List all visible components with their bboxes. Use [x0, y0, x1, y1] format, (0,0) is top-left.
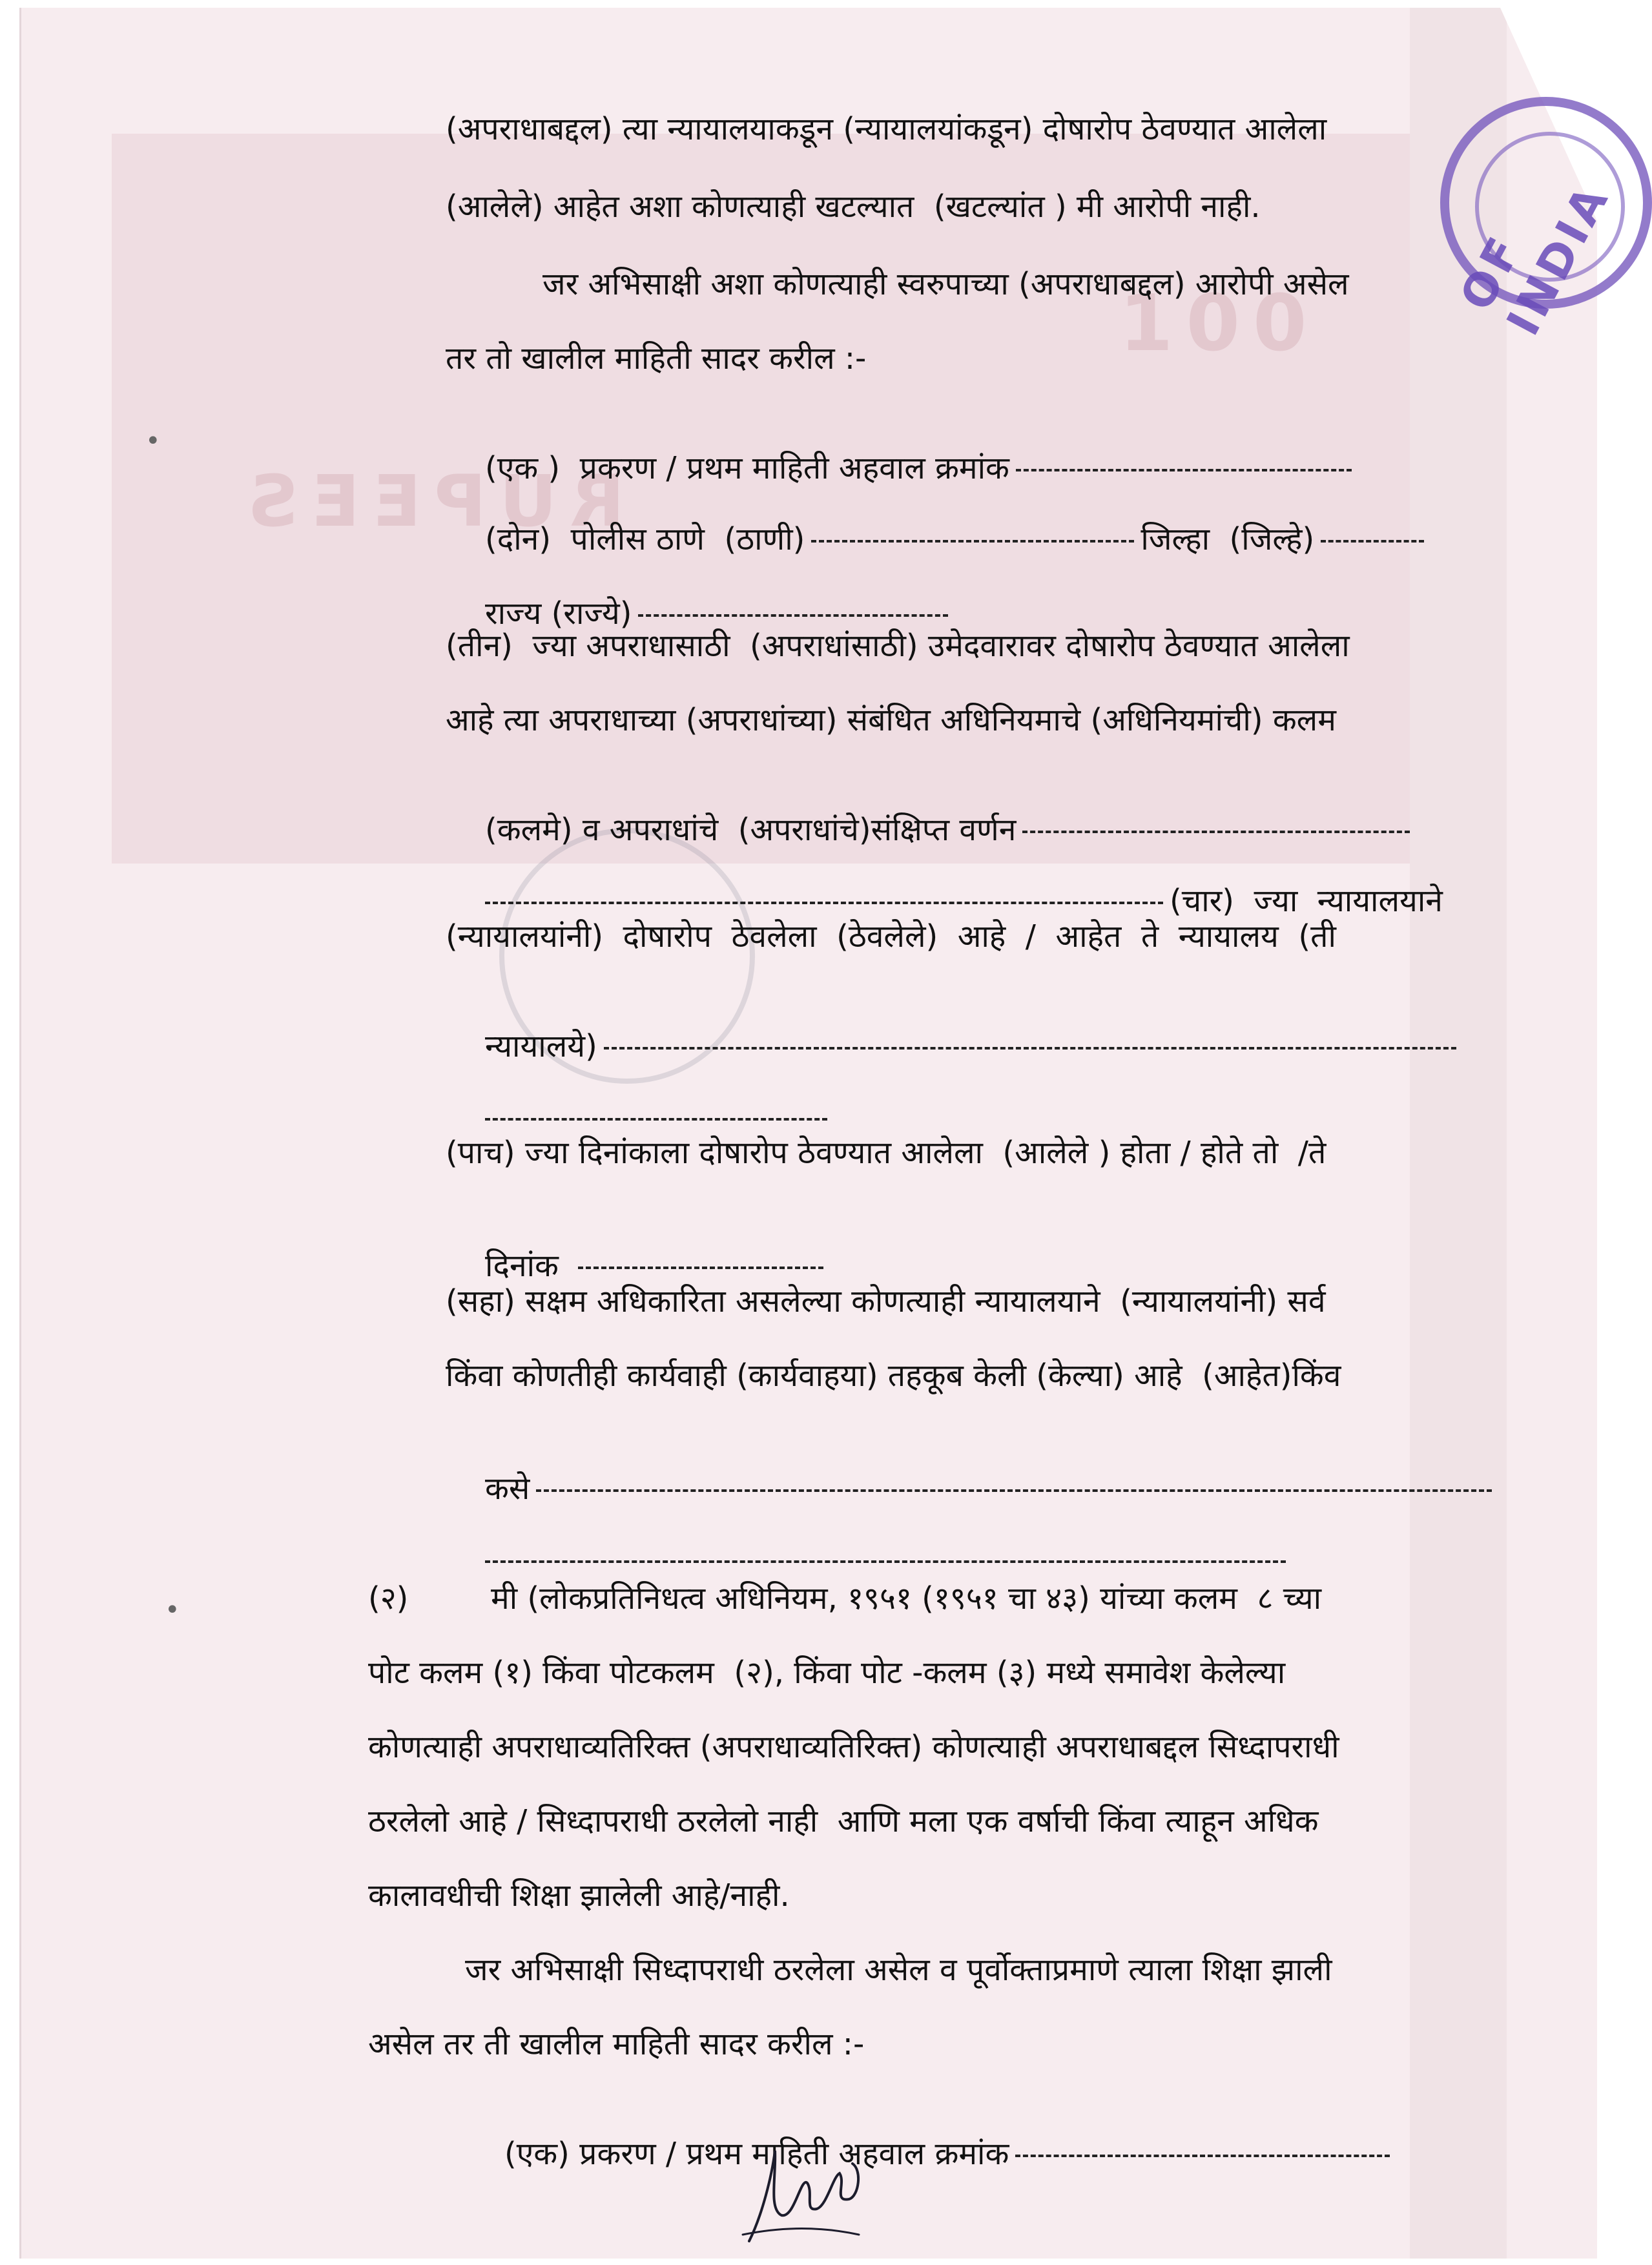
text-line: किंवा कोणतीही कार्यवाही (कार्यवाहया) तहकूब केली (केल्या) आहे (आहेत)किंव: [446, 1358, 1341, 1394]
text-line-content: (अपराधाबद्दल) त्या न्यायालयाकडून (न्यायालयांकडून) दोषारोप ठेवण्यात आलेला: [446, 111, 1327, 147]
official-seal-text: OF INDIA: [1449, 174, 1620, 344]
text-line-content: कसे: [485, 1471, 530, 1507]
text-line-content: राज्य (राज्ये): [485, 595, 632, 632]
text-line-content: (दोन) पोलीस ठाणे (ठाणी): [485, 521, 805, 557]
text-line: कालावधीची शिक्षा झालेली आहे/नाही.: [368, 1877, 790, 1914]
text-line-content: न्यायालये): [485, 1028, 597, 1064]
blank-line: [604, 1047, 1456, 1050]
text-line-content: (कलमे) व अपराधांचे (अपराधांचे)संक्षिप्त वर्णन: [485, 812, 1017, 848]
ghost-watermark-left: RUPEES: [234, 460, 625, 543]
text-line-content: दिनांक: [485, 1248, 559, 1284]
text-line: (आलेले) आहेत अशा कोणत्याही खटल्यात (खटल्यांत ) मी आरोपी नाही.: [446, 189, 1261, 225]
blank-line: [536, 1489, 1492, 1492]
text-line: ठरलेलो आहे / सिध्दापराधी ठरलेलो नाही आणि मला एक वर्षाची किंवा त्याहून अधिक: [368, 1803, 1319, 1839]
text-line: [446, 626, 1472, 665]
blank-line: [485, 1118, 827, 1121]
text-line: [446, 917, 1472, 956]
text-line: (सहा) सक्षम अधिकारिता असलेल्या कोणत्याही न्यायालयाने (न्यायालयांनी) सर्व: [446, 1283, 1326, 1319]
margin-dot: •: [145, 426, 161, 456]
margin-dot: •: [165, 1595, 180, 1625]
text-line: कोणत्याही अपराधाव्यतिरिक्त (अपराधाव्यतिरिक्त) कोणत्याही अपराधाबद्दल सिध्दापराधी: [368, 1729, 1339, 1765]
text-line-content: जिल्हा (जिल्हे): [1141, 521, 1315, 557]
text-line: [446, 110, 1472, 149]
text-line-content: आहे त्या अपराधाच्या (अपराधांच्या) संबंधित अधिनियमाचे (अधिनियमांची) कलम: [446, 702, 1336, 738]
text-line: असेल तर ती खालील माहिती सादर करील :-: [368, 2026, 865, 2062]
blank-line: [1015, 2155, 1390, 2157]
blank-line: [1321, 540, 1424, 543]
paragraph-number: (२): [368, 1580, 409, 1617]
text-line-content: (एक ) प्रकरण / प्रथम माहिती अहवाल क्रमांक: [485, 450, 1009, 486]
text-line-content: (तीन) ज्या अपराधासाठी (अपराधांसाठी) उमेदवारावर दोषारोप ठेवण्यात आलेला: [446, 628, 1350, 664]
text-line: तर तो खालील माहिती सादर करील :-: [446, 340, 867, 377]
ghost-watermark-right: 100: [1119, 279, 1320, 369]
text-line: [446, 701, 1472, 739]
text-line: जर अभिसाक्षी अशा कोणत्याही स्वरुपाच्या (अपराधाबद्दल) आरोपी असेल: [542, 266, 1349, 302]
text-line: [465, 2096, 1396, 2212]
right-edge-shading: [1410, 8, 1507, 2259]
text-line-content: (एक) प्रकरण / प्रथम माहिती अहवाल क्रमांक: [504, 2136, 1009, 2172]
text-line: मी (लोकप्रतिनिधत्व अधिनियम, १९५१ (१९५१ चा ४३) यांच्या कलम ८ च्या: [491, 1580, 1322, 1617]
blank-line: [578, 1267, 823, 1269]
blank-line: [485, 1560, 1286, 1563]
blank-line: [1016, 469, 1352, 471]
text-line: (पाच) ज्या दिनांकाला दोषारोप ठेवण्यात आलेला (आलेले ) होता / होते तो /ते: [446, 1135, 1327, 1171]
blank-line: [1022, 831, 1410, 833]
text-line-content: (चार) ज्या न्यायालयाने: [1170, 883, 1443, 919]
text-line-content: (न्यायालयांनी) दोषारोप ठेवलेला (ठेवलेले) आहे / आहेत ते न्यायालय (ती: [446, 918, 1336, 955]
blank-line: [638, 614, 948, 617]
text-line: [368, 1653, 1479, 1692]
text-line: जर अभिसाक्षी सिध्दापराधी ठरलेला असेल व पूर्वोक्ताप्रमाणे त्याला शिक्षा झाली: [465, 1952, 1332, 1988]
blank-line: [485, 902, 1163, 904]
handwritten-signature: [736, 2138, 865, 2248]
blank-line: [811, 540, 1134, 543]
text-line-content: पोट कलम (१) किंवा पोटकलम (२), किंवा पोट -कलम (३) मध्ये समावेश केलेल्या: [368, 1655, 1286, 1691]
